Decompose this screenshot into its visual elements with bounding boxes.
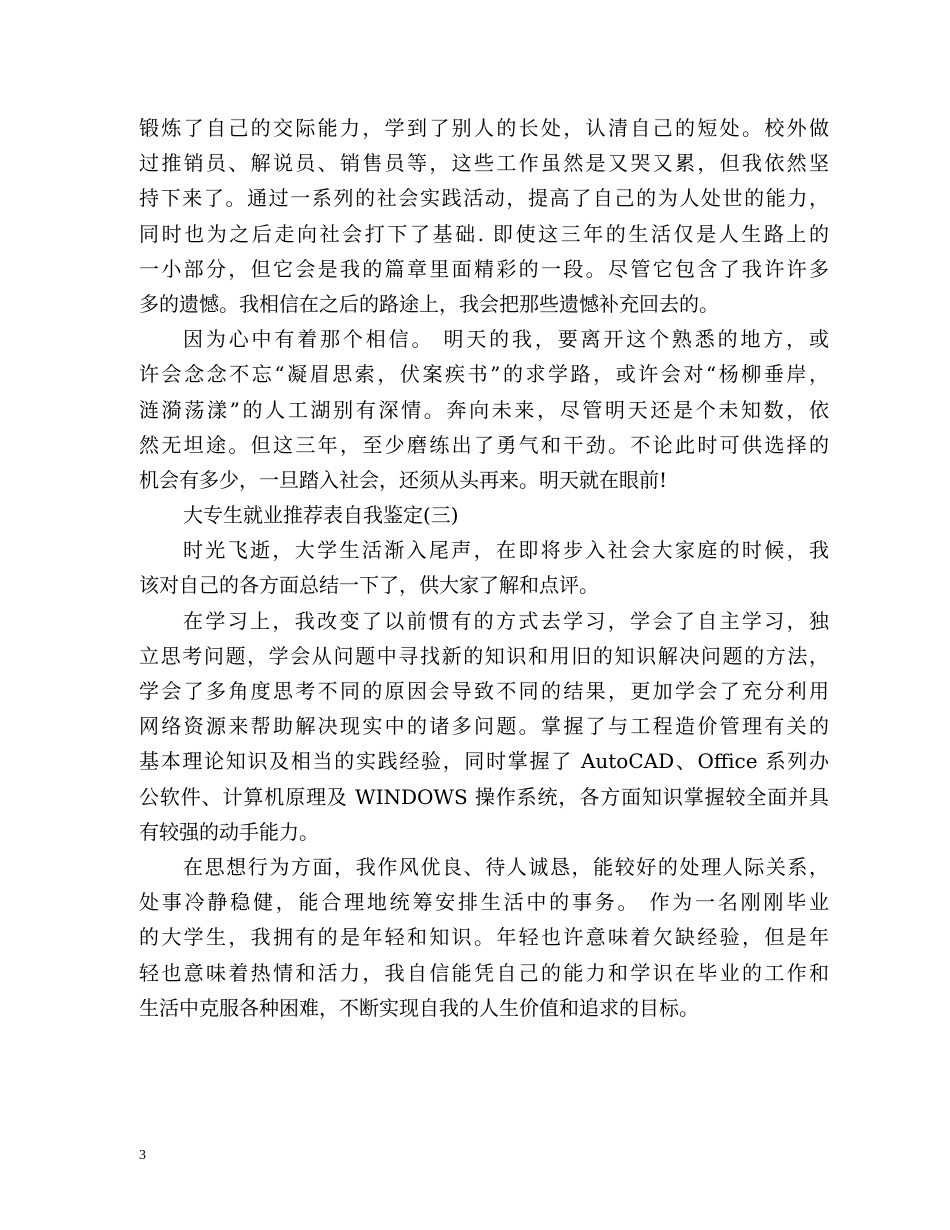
text-line: 锻炼了自己的交际能力，学到了别人的长处，认清自己的短处。校外做: [139, 116, 829, 140]
text-line: 持下来了。通过一系列的社会实践活动，提高了自己的为人处世的能力，: [139, 186, 829, 211]
text-line: 多的遗憾。我相信在之后的路途上，我会把那些遗憾补充回去的。: [139, 291, 719, 316]
text-line: 基本理论知识及相当的实践经验，同时掌握了 AutoCAD、Office 系列办: [139, 749, 829, 774]
text-line: 处事冷静稳健，能合理地统筹安排生活中的事务。 作为一名刚刚毕业: [139, 890, 829, 915]
text-line: 生活中克服各种困难，不断实现自我的人生价值和追求的目标。: [139, 995, 699, 1020]
text-line: 然无坦途。但这三年，至少磨练出了勇气和干劲。不论此时可供选择的: [139, 432, 829, 457]
text-line: 轻也意味着热情和活力，我自信能凭自己的能力和学识在毕业的工作和: [139, 960, 829, 985]
text-line: 该对自己的各方面总结一下了，供大家了解和点评。: [139, 573, 599, 598]
text-line: 涟漪荡漾”的人工湖别有深情。奔向未来，尽管明天还是个未知数，依: [139, 397, 829, 422]
text-line: 学会了多角度思考不同的原因会导致不同的结果，更加学会了充分利用: [139, 679, 829, 703]
text-line: 在学习上，我改变了以前惯有的方式去学习，学会了自主学习，独: [183, 608, 829, 633]
text-line: 公软件、计算机原理及 WINDOWS 操作系统，各方面知识掌握较全面并具: [139, 784, 829, 809]
text-line: 网络资源来帮助解决现实中的诸多问题。掌握了与工程造价管理有关的: [139, 714, 829, 739]
text-line: 同时也为之后走向社会打下了基础. 即使这三年的生活仅是人生路上的: [139, 221, 829, 246]
text-line: 机会有多少，一旦踏入社会，还须从头再来。明天就在眼前!: [139, 467, 668, 492]
text-line: 许会念念不忘“凝眉思索，伏案疾书”的求学路，或许会对“杨柳垂岸，: [139, 362, 829, 387]
text-line: 有较强的动手能力。: [139, 819, 319, 844]
text-line: 因为心中有着那个相信。 明天的我，要离开这个熟悉的地方，或: [183, 327, 829, 352]
text-line: 时光飞逝，大学生活渐入尾声，在即将步入社会大家庭的时候，我: [183, 538, 829, 563]
page-number: 3: [139, 1148, 146, 1163]
text-line: 过推销员、解说员、销售员等，这些工作虽然是又哭又累，但我依然坚: [139, 151, 829, 176]
text-line: 大专生就业推荐表自我鉴定(三): [183, 503, 459, 528]
text-line: 一小部分，但它会是我的篇章里面精彩的一段。尽管它包含了我许许多: [139, 256, 829, 281]
text-line: 立思考问题，学会从问题中寻找新的知识和用旧的知识解决问题的方法，: [139, 643, 829, 668]
text-line: 的大学生，我拥有的是年轻和知识。年轻也许意味着欠缺经验，但是年: [139, 925, 829, 950]
text-line: 在思想行为方面，我作风优良、待人诚恳，能较好的处理人际关系，: [183, 854, 829, 879]
document-body: [139, 111, 829, 1026]
